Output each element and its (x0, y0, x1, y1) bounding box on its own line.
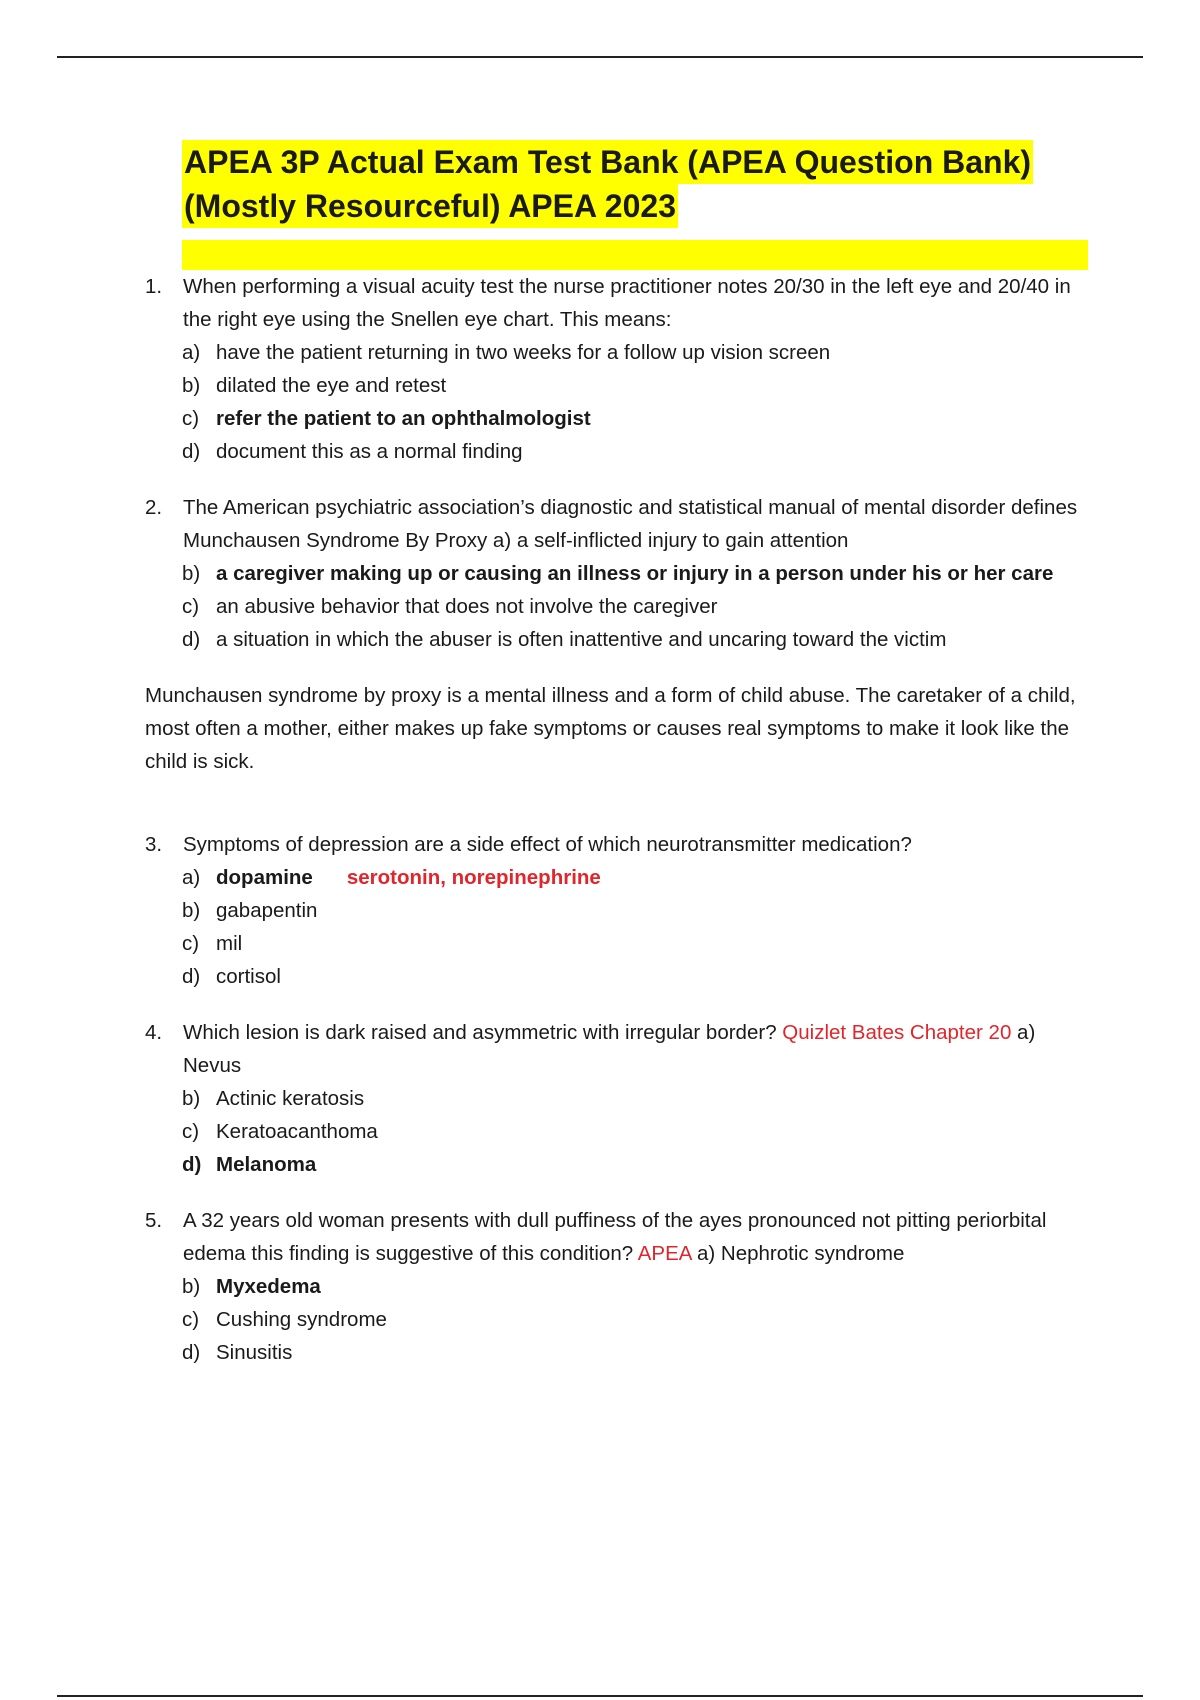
option-3c (145, 927, 1085, 960)
question-4 (145, 1016, 1085, 1082)
option-text: mil (216, 932, 243, 955)
question-5 (145, 1204, 1085, 1270)
option-1d (145, 435, 1085, 468)
option-letter: b) (182, 562, 201, 585)
option-letter: c) (182, 1308, 200, 1331)
option-3a (145, 861, 1085, 894)
title-line-2: (Mostly Resourceful) APEA 2023 (182, 184, 678, 228)
option-1a (145, 336, 1085, 369)
option-3b (145, 894, 1085, 927)
bottom-rule (57, 1695, 1143, 1697)
option-text: gabapentin (216, 899, 318, 922)
answer-note: serotonin, norepinephrine (346, 866, 601, 889)
option-text: document this as a normal finding (216, 440, 523, 463)
question-number: 5. (145, 1209, 163, 1232)
option-text: an abusive behavior that does not involve the caregiver (216, 595, 718, 618)
correct-answer: Melanoma (216, 1153, 317, 1176)
option-5b (145, 1270, 1085, 1303)
question-list (145, 270, 1085, 1369)
option-text: a situation in which the abuser is often inattentive and uncaring toward the victim (216, 628, 947, 651)
option-text: dilated the eye and retest (216, 374, 447, 397)
option-letter: d) (182, 628, 201, 651)
question-text: When performing a visual acuity test the nurse practitioner notes 20/30 in the left eye and 20/40 in the right eye using the Snellen eye chart. This means: (183, 275, 1071, 331)
correct-answer: refer the patient to an ophthalmologist (216, 407, 591, 430)
question-number: 3. (145, 833, 163, 856)
option-letter: b) (182, 1087, 201, 1110)
option-1b (145, 369, 1085, 402)
option-letter: d) (182, 965, 201, 988)
option-letter: b) (182, 899, 201, 922)
inline-option: a) Nevus (183, 1021, 1036, 1077)
question-3 (145, 828, 1085, 861)
option-2b (145, 557, 1085, 590)
source-reference: Quizlet Bates Chapter 20 (782, 1021, 1012, 1044)
option-text: have the patient returning in two weeks for a follow up vision screen (216, 341, 831, 364)
question-text: Which lesion is dark raised and asymmetric with irregular border? (183, 1021, 777, 1044)
option-5c (145, 1303, 1085, 1336)
option-5d (145, 1336, 1085, 1369)
question-text: Symptoms of depression are a side effect of which neurotransmitter medication? (183, 833, 912, 856)
option-4b (145, 1082, 1085, 1115)
option-letter: a) (182, 341, 201, 364)
correct-answer: a caregiver making up or causing an illness or injury in a person under his or her care (216, 562, 1054, 585)
highlight-bar (182, 240, 1088, 270)
correct-answer: dopamine (216, 866, 313, 889)
option-letter: c) (182, 1120, 200, 1143)
option-letter: c) (182, 407, 200, 430)
option-2c (145, 590, 1085, 623)
option-2d (145, 623, 1085, 656)
option-text: Actinic keratosis (216, 1087, 365, 1110)
option-letter: d) (182, 440, 201, 463)
option-text: cortisol (216, 965, 281, 988)
question-1 (145, 270, 1085, 336)
explanation-paragraph: Munchausen syndrome by proxy is a mental illness and a form of child abuse. The caretaker of a child, most often a mother, either makes up fake symptoms or causes real symptoms to make it look like the child is sick. (145, 684, 1076, 773)
option-4c (145, 1115, 1085, 1148)
question-number: 1. (145, 275, 163, 298)
correct-answer: Myxedema (216, 1275, 321, 1298)
question-text: The American psychiatric association’s diagnostic and statistical manual of mental disorder defines Munchausen Syndrome By Proxy a) a self-inflicted injury to gain attention (183, 496, 1078, 552)
option-letter: c) (182, 932, 200, 955)
option-letter: c) (182, 595, 200, 618)
option-4d (145, 1148, 1085, 1181)
option-letter: b) (182, 1275, 201, 1298)
option-text: Sinusitis (216, 1341, 293, 1364)
top-rule (57, 56, 1143, 58)
option-letter: d) (182, 1153, 202, 1176)
document-title (182, 140, 1088, 228)
option-1c (145, 402, 1085, 435)
option-3d (145, 960, 1085, 993)
option-letter: d) (182, 1341, 201, 1364)
title-line-1: APEA 3P Actual Exam Test Bank (APEA Question Bank) (182, 140, 1033, 184)
inline-option: a) Nephrotic syndrome (696, 1242, 905, 1265)
option-text: Cushing syndrome (216, 1308, 387, 1331)
source-reference: APEA (637, 1242, 692, 1265)
option-letter: b) (182, 374, 201, 397)
question-2 (145, 491, 1085, 557)
question-text: A 32 years old woman presents with dull puffiness of the ayes pronounced not pitting periorbital edema this finding is suggestive of this condition? (183, 1209, 1047, 1265)
option-text: Keratoacanthoma (216, 1120, 378, 1143)
option-letter: a) (182, 866, 201, 889)
question-number: 4. (145, 1021, 163, 1044)
question-number: 2. (145, 496, 163, 519)
